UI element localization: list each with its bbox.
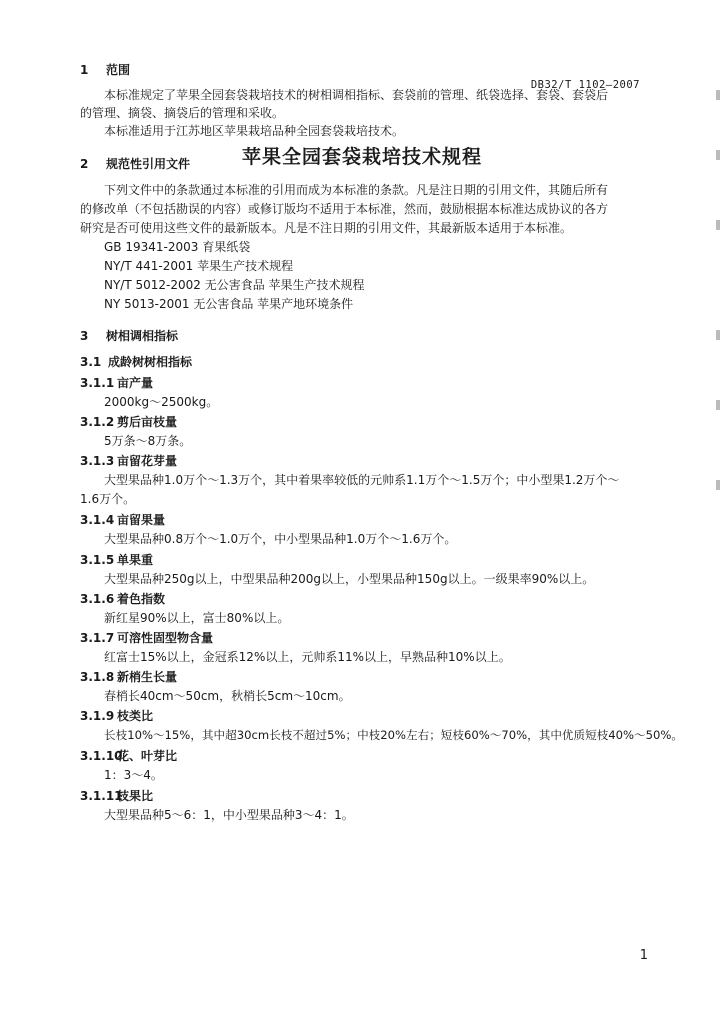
section-1-heading: 1 范围 (80, 63, 131, 77)
paragraph: 本标准规定了苹果全园套袋栽培技术的树相调相指标、套袋前的管理、纸袋选择、套袋、套袋后 (104, 88, 609, 102)
document-title: 苹果全园套袋栽培技术规程 (241, 146, 482, 168)
subsubsection-heading: 3.1.3 亩留花芽量 (80, 454, 178, 468)
subsubsection-heading: 3.1.1 亩产量 (80, 376, 154, 390)
paragraph: 研究是否可使用这些文件的最新版本。凡是不注日期的引用文件，其最新版本适用于本标准。 (80, 221, 573, 235)
paragraph: 本标准适用于江苏地区苹果栽培品种全园套袋栽培技术。 (104, 124, 405, 138)
subsubsection-heading: 3.1.9 枝类比 (80, 709, 154, 723)
subsubsection-heading: 3.1.10花、叶芽比 (80, 749, 178, 763)
paragraph: 的管理、摘袋、摘袋后的管理和采收。 (80, 106, 285, 120)
paragraph: 1.6万个。 (80, 492, 136, 506)
reference-item: GB 19341-2003 育果纸袋 (104, 240, 251, 254)
scan-mark (716, 330, 720, 340)
paragraph: 大型果品种0.8万个～1.0万个，中小型果品种1.0万个～1.6万个。 (104, 532, 457, 546)
paragraph: 红富士15%以上，金冠系12%以上，元帅系11%以上，早熟品种10%以上。 (104, 650, 511, 664)
paragraph: 大型果品种250g以上，中型果品种200g以上，小型果品种150g以上。一级果率90%以上。 (104, 572, 595, 586)
paragraph: 2000kg～2500kg。 (104, 395, 219, 409)
scan-mark (716, 220, 720, 230)
subsection-heading: 3.1 成龄树树相指标 (80, 355, 193, 369)
section-2-heading: 2 规范性引用文件 (80, 157, 191, 171)
paragraph: 春梢长40cm～50cm，秋梢长5cm～10cm。 (104, 689, 351, 703)
reference-item: NY 5013-2001 无公害食品 苹果产地环境条件 (104, 297, 354, 311)
reference-item: NY/T 441-2001 苹果生产技术规程 (104, 259, 294, 273)
scan-mark (716, 90, 720, 100)
paragraph: 新红星90%以上，富士80%以上。 (104, 611, 290, 625)
paragraph: 大型果品种1.0万个～1.3万个，其中着果率较低的元帅系1.1万个～1.5万个；中小型果1.2万个～ (104, 473, 620, 487)
scan-mark (716, 400, 720, 410)
subsubsection-heading: 3.1.11枝果比 (80, 789, 154, 803)
subsubsection-heading: 3.1.6 着色指数 (80, 592, 166, 606)
scan-mark (716, 150, 720, 160)
section-3-heading: 3 树相调相指标 (80, 329, 179, 343)
scan-mark (716, 480, 720, 490)
subsubsection-heading: 3.1.7 可溶性固型物含量 (80, 631, 214, 645)
subsubsection-heading: 3.1.4 亩留果量 (80, 513, 166, 527)
paragraph: 长枝10%～15%，其中超30cm长枝不超过5%；中枝20%左右；短枝60%～70%，其中优质短枝40%～50%。 (104, 728, 684, 742)
paragraph: 的修改单（不包括勘误的内容）或修订版均不适用于本标准，然而，鼓励根据本标准达成协议的各方 (80, 202, 609, 216)
scan-edge-marks (716, 70, 722, 500)
paragraph: 1：3～4。 (104, 768, 163, 782)
subsubsection-heading: 3.1.8 新梢生长量 (80, 670, 178, 684)
subsubsection-heading: 3.1.5 单果重 (80, 553, 154, 567)
page-number: 1 (639, 948, 648, 963)
standard-code: DB32/T 1102—2007 (530, 79, 640, 91)
paragraph: 下列文件中的条款通过本标准的引用而成为本标准的条款。凡是注日期的引用文件，其随后所有 (104, 183, 609, 197)
paragraph: 5万条～8万条。 (104, 434, 192, 448)
subsubsection-heading: 3.1.2 剪后亩枝量 (80, 415, 178, 429)
reference-item: NY/T 5012-2002 无公害食品 苹果生产技术规程 (104, 278, 365, 292)
paragraph: 大型果品种5～6：1，中小型果品种3～4：1。 (104, 808, 354, 822)
